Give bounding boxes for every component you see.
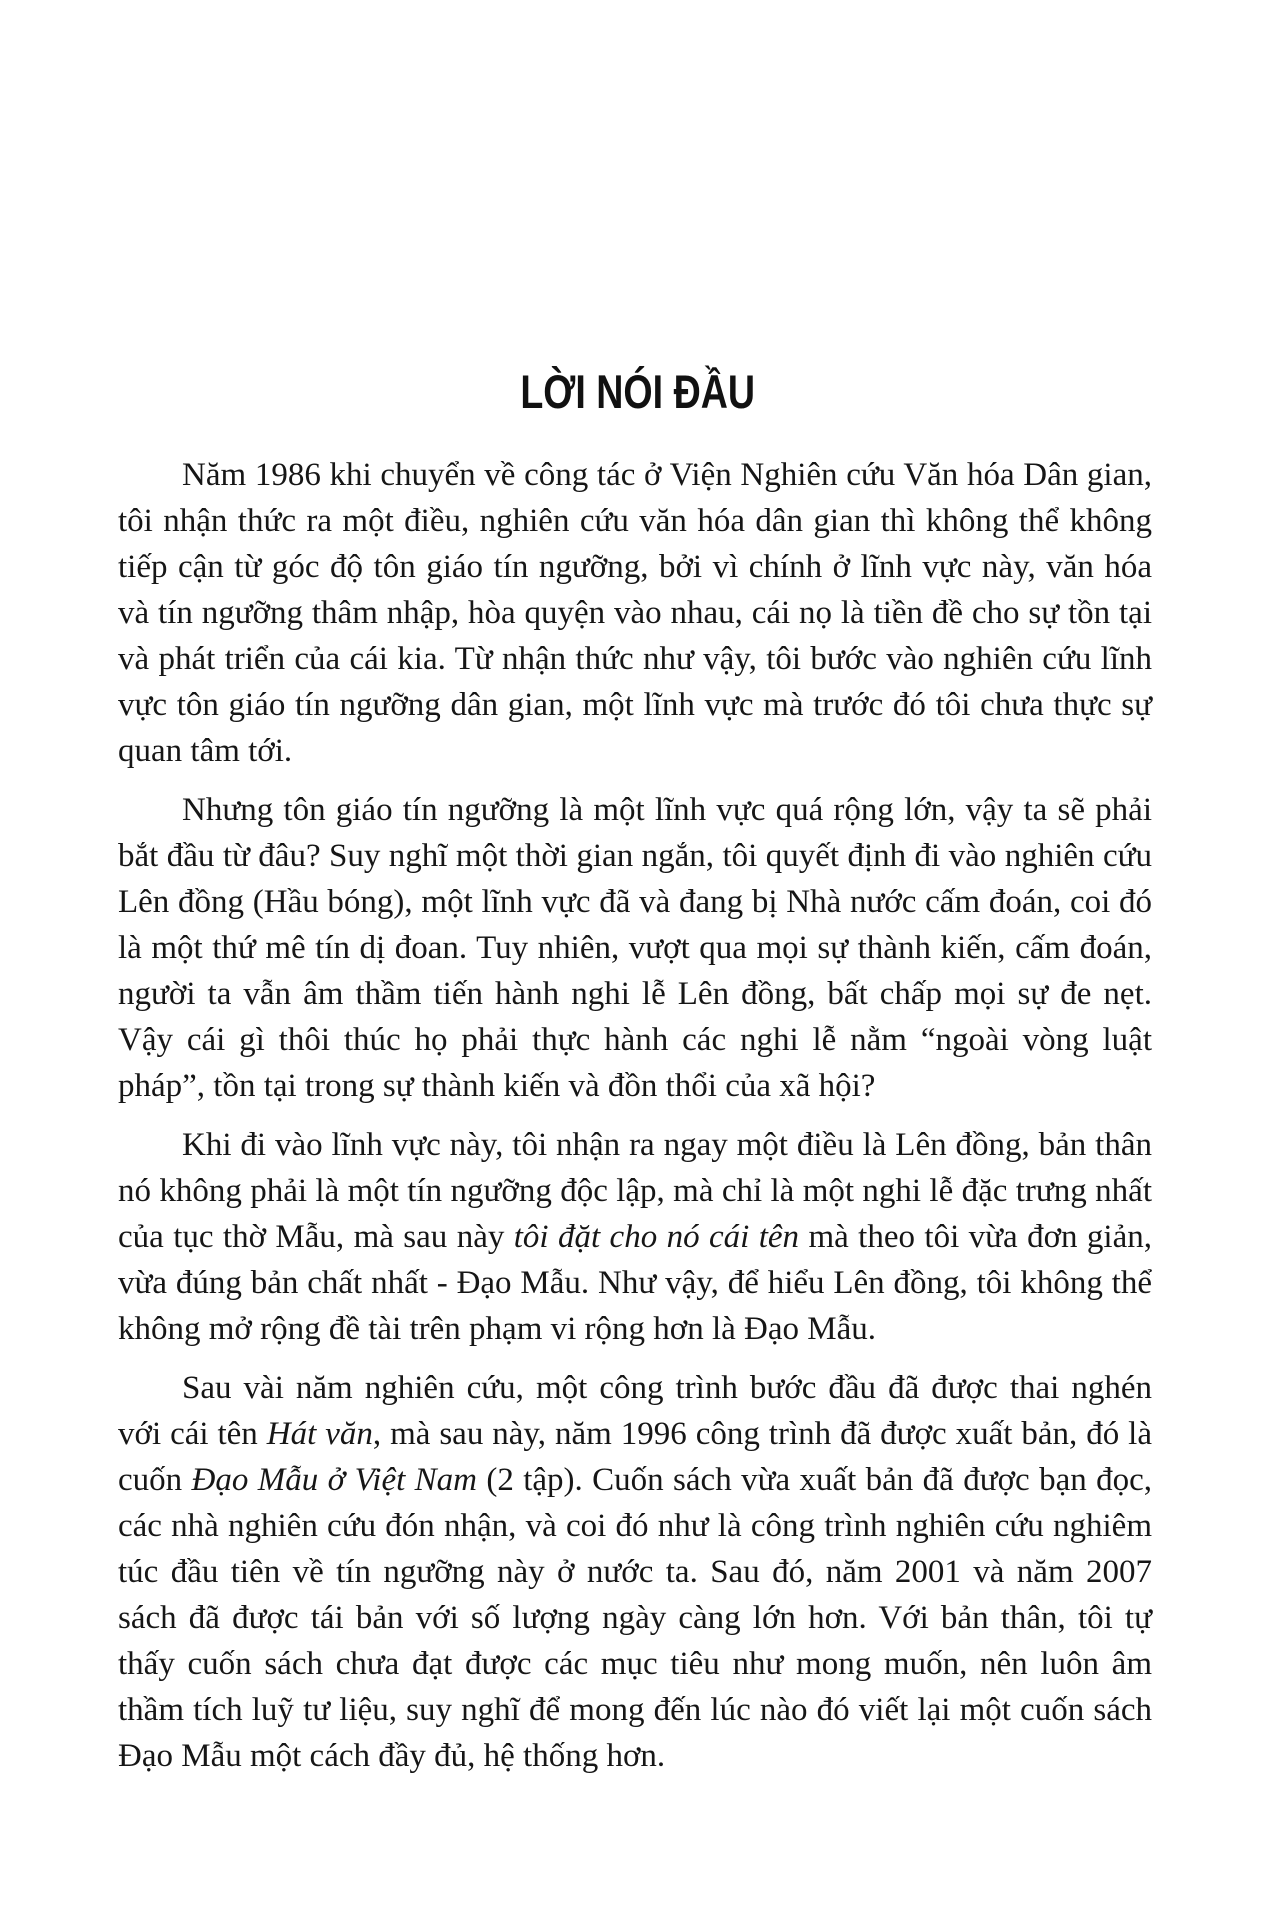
text-run: , mà sau này, năm 1996 công trình đã được xuất bản, đó là cuốn (118, 1416, 1152, 1498)
paragraph (118, 452, 1152, 774)
italic-text-run: Đạo Mẫu ở Việt Nam (191, 1462, 477, 1498)
paragraph (118, 787, 1152, 1109)
italic-text-run: tôi đặt cho nó cái tên (513, 1219, 800, 1255)
text-run: Khi đi vào lĩnh vực này, tôi nhận ra ngay một điều là Lên đồng, bản thân nó không phải là một tín ngưỡng độc lập, mà chỉ là một nghi lễ đặc trưng nhất của tục thờ Mẫu, mà sau này (118, 1127, 1152, 1255)
page-title-text: LỜI NÓI ĐẦU (520, 365, 756, 418)
text-run: mà theo tôi vừa đơn giản, vừa đúng bản chất nhất - Đạo Mẫu. Như vậy, để hiểu Lên đồng, tôi không thể không mở rộng đề tài trên phạm vi rộng hơn là Đạo Mẫu. (118, 1219, 1152, 1347)
page-title (0, 0, 1276, 418)
text-run: Nhưng tôn giáo tín ngưỡng là một lĩnh vực quá rộng lớn, vậy ta sẽ phải bắt đầu từ đâu? Suy nghĩ một thời gian ngắn, tôi quyết định đi vào nghiên cứu Lên đồng (Hầu bóng), một lĩnh vực đã và đang bị Nhà nước cấm đoán, coi đó là một thứ mê tín dị đoan. Tuy nhiên, vượt qua mọi sự thành kiến, cấm đoán, người ta vẫn âm thầm tiến hành nghi lễ Lên đồng, bất chấp mọi sự đe nẹt. Vậy cái gì thôi thúc họ phải thực hành các nghi lễ nằm “ngoài vòng luật pháp”, tồn tại trong sự thành kiến và đồn thổi của xã hội? (118, 792, 1152, 1104)
paragraph (118, 1365, 1152, 1779)
text-run: Năm 1986 khi chuyển về công tác ở Viện Nghiên cứu Văn hóa Dân gian, tôi nhận thức ra một điều, nghiên cứu văn hóa dân gian thì không thể không tiếp cận từ góc độ tôn giáo tín ngưỡng, bởi vì chính ở lĩnh vực này, văn hóa và tín ngưỡng thâm nhập, hòa quyện vào nhau, cái nọ là tiền đề cho sự tồn tại và phát triển của cái kia. Từ nhận thức như vậy, tôi bước vào nghiên cứu lĩnh vực tôn giáo tín ngưỡng dân gian, một lĩnh vực mà trước đó tôi chưa thực sự quan tâm tới. (118, 457, 1152, 769)
paragraph (118, 1122, 1152, 1352)
text-run: (2 tập). Cuốn sách vừa xuất bản đã được bạn đọc, các nhà nghiên cứu đón nhận, và coi đó như là công trình nghiên cứu nghiêm túc đầu tiên về tín ngưỡng này ở nước ta. Sau đó, năm 2001 và năm 2007 sách đã được tái bản với số lượng ngày càng lớn hơn. Với bản thân, tôi tự thấy cuốn sách chưa đạt được các mục tiêu như mong muốn, nên luôn âm thầm tích luỹ tư liệu, suy nghĩ để mong đến lúc nào đó viết lại một cuốn sách Đạo Mẫu một cách đầy đủ, hệ thống hơn. (118, 1462, 1152, 1774)
preface-text (118, 452, 1152, 1779)
text-run: Sau vài năm nghiên cứu, một công trình bước đầu đã được thai nghén với cái tên (118, 1370, 1152, 1452)
italic-text-run: Hát văn (266, 1416, 373, 1452)
